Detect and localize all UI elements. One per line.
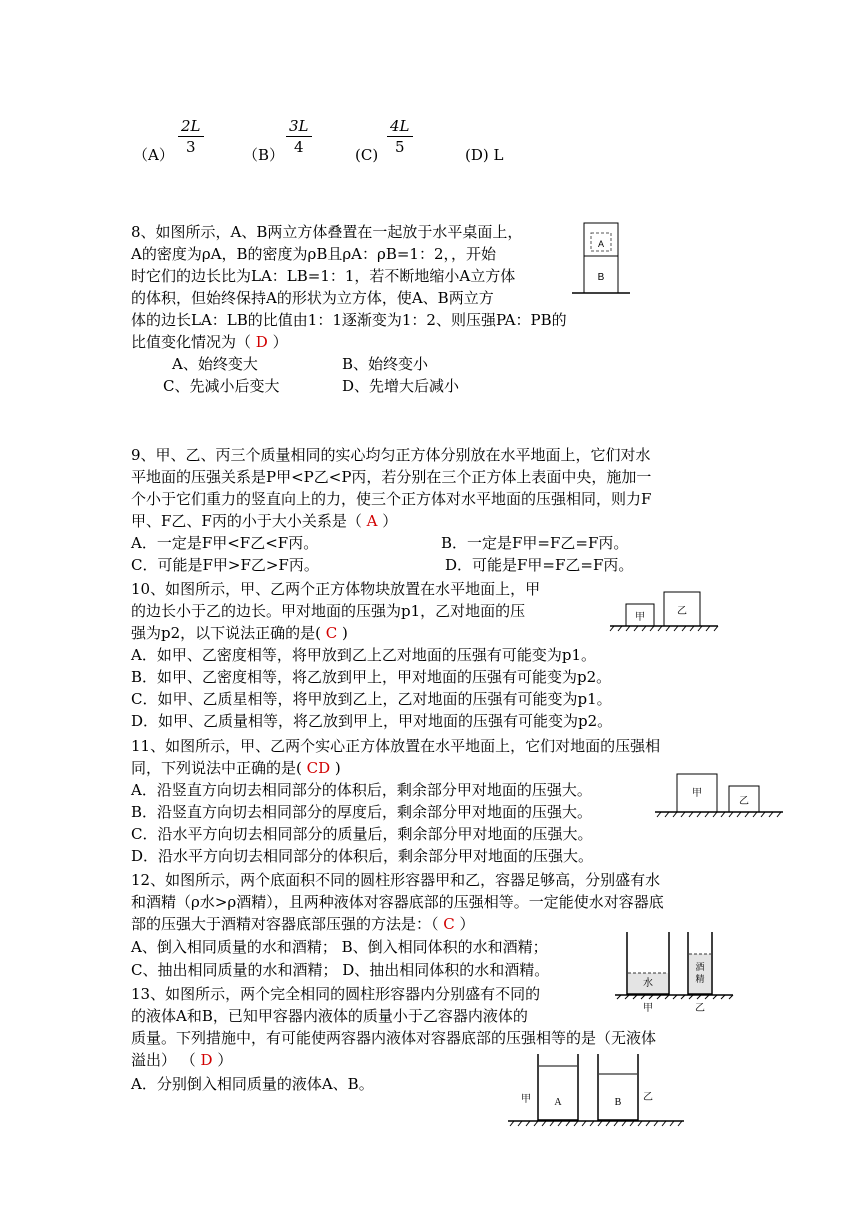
q8-option-c: C、先减小后变大: [163, 377, 280, 395]
q13-option-a: A．分别倒入相同质量的液体A、B。: [131, 1075, 374, 1093]
q13-figure-label-jia: 甲: [521, 1094, 531, 1105]
q7-option-c-fraction: [387, 116, 413, 157]
q9-option-d: D．可能是F甲=F乙=F丙。: [445, 556, 634, 574]
q10-line-1: 10、如图所示，甲、乙两个正方体物块放置在水平地面上，甲: [131, 580, 541, 598]
q7-option-a-label: （A）: [133, 146, 174, 164]
fraction-numerator: 4L: [387, 116, 413, 137]
q10-option-d: D．如甲、乙质量相等，将乙放到甲上，甲对地面的压强有可能变为p2。: [131, 712, 613, 730]
q10-figure-label-yi: 乙: [677, 606, 687, 617]
q11-option-c: C．沿水平方向切去相同部分的质量后，剩余部分甲对地面的压强大。: [131, 825, 593, 843]
q13-answer: D: [200, 1051, 213, 1069]
q12-answer: C: [443, 915, 455, 933]
q13-figure-label-b: B: [614, 1097, 622, 1108]
q8-option-b: B、始终变小: [342, 355, 429, 373]
q12-figure-label-yi: 乙: [695, 1003, 705, 1014]
q11-option-a: A．沿竖直方向切去相同部分的体积后，剩余部分甲对地面的压强大。: [131, 781, 592, 799]
q7-option-a-fraction: [178, 116, 204, 157]
fraction-denominator: 5: [394, 138, 405, 156]
fraction-numerator: 2L: [178, 116, 204, 137]
q7-option-b-label: （B）: [243, 146, 285, 164]
q8-answer: D: [255, 333, 268, 351]
q9-answer: A: [366, 512, 378, 530]
q7-option-b-fraction: [286, 116, 312, 157]
q8-option-a: A、始终变大: [172, 355, 258, 373]
q11-option-b: B．沿竖直方向切去相同部分的厚度后，剩余部分甲对地面的压强大。: [131, 803, 593, 821]
q13-figure-label-a: A: [554, 1097, 562, 1108]
q11-option-d: D．沿水平方向切去相同部分的体积后，剩余部分甲对地面的压强大。: [131, 847, 594, 865]
q7-option-c-label: (C): [355, 146, 379, 164]
q10-option-b: B．如甲、乙密度相等，将乙放到甲上，甲对地面的压强有可能变为p2。: [131, 668, 612, 686]
q11-line-1: 11、如图所示，甲、乙两个实心正方体放置在水平地面上，它们对地面的压强相: [131, 737, 661, 755]
q8-line-5: 体的边长LA：LB的比值由1：1逐渐变为1：2、则压强PA：PB的: [131, 311, 567, 329]
q12-line-2: 和酒精（ρ水>ρ酒精），且两种液体对容器底部的压强相等。一定能使水对容器底: [131, 893, 664, 911]
q13-line-3: 质量。下列措施中，有可能使两容器内液体对容器底部的压强相等的是（无液体: [131, 1029, 657, 1047]
q10-answer: C: [325, 624, 338, 642]
q8-line-1: 8、如图所示，A、B两立方体叠置在一起放于水平桌面上，: [131, 223, 523, 241]
q12-figure-label-alcohol-2: 精: [695, 975, 705, 985]
q13-figure-containers: [508, 1050, 686, 1130]
q7-option-d-label: (D) L: [465, 146, 504, 164]
q13-line-4: 溢出） （ D ）: [131, 1051, 233, 1069]
q9-line-4: 甲、F乙、F丙的小于大小关系是（ A ）: [131, 512, 398, 530]
q11-figure-two-cubes: [655, 770, 785, 820]
q13-figure-label-yi: 乙: [643, 1092, 653, 1103]
q10-line-2: 的边长小于乙的边长。甲对地面的压强为p1，乙对地面的压: [131, 602, 526, 620]
q8-line-3: 时它们的边长比为LA：LB=1：1，若不断地缩小A立方体: [131, 267, 516, 285]
q12-line-1: 12、如图所示，两个底面积不同的圆柱形容器甲和乙，容器足够高，分别盛有水: [131, 871, 661, 889]
fraction-denominator: 3: [185, 138, 196, 156]
q9-option-c: C．可能是F甲>F乙>F丙。: [131, 556, 319, 574]
q9-line-3: 个小于它们重力的竖直向上的力，使三个正方体对水平地面的压强相同，则力F: [131, 490, 652, 508]
q11-figure-label-jia: 甲: [692, 788, 702, 799]
fraction-denominator: 4: [293, 138, 304, 156]
q13-line-1: 13、如图所示，两个完全相同的圆柱形容器内分别盛有不同的: [131, 985, 541, 1003]
q11-answer: CD: [306, 759, 331, 777]
q8-figure-label-b: B: [597, 272, 605, 283]
q8-figure-label-a: A: [597, 239, 605, 249]
q10-figure-two-cubes: [608, 590, 720, 634]
q9-option-b: B．一定是F甲=F乙=F丙。: [441, 534, 629, 552]
q8-figure-stacked-cubes: [570, 218, 632, 298]
q12-options-ab: A、倒入相同质量的水和酒精； B、倒入相同体积的水和酒精；: [131, 938, 548, 956]
q8-line-2: A的密度为ρA，B的密度为ρB且ρA：ρB=1：2，，开始: [131, 245, 496, 263]
q13-line-2: 的液体A和B，已知甲容器内液体的质量小于乙容器内液体的: [131, 1007, 528, 1025]
q10-option-a: A．如甲、乙密度相等，将甲放到乙上乙对地面的压强有可能变为p1。: [131, 646, 596, 664]
q12-options-cd: C、抽出相同质量的水和酒精； D、抽出相同体积的水和酒精。: [131, 961, 550, 979]
fraction-numerator: 3L: [286, 116, 312, 137]
q12-line-3: 部的压强大于酒精对容器底部压强的方法是：（ C ）: [131, 915, 475, 933]
q10-figure-label-jia: 甲: [635, 612, 645, 623]
q11-figure-label-yi: 乙: [739, 796, 749, 807]
q12-figure-label-jia: 甲: [643, 1003, 653, 1014]
q12-figure-label-alcohol-1: 酒: [695, 963, 705, 973]
q10-line-3: 强为p2，以下说法正确的是( C ): [131, 624, 348, 642]
q9-line-2: 平地面的压强关系是P甲<P乙<P丙，若分别在三个正方体上表面中央，施加一: [131, 468, 652, 486]
q8-line-4: 的体积，但始终保持A的形状为立方体，使A、B两立方: [131, 289, 494, 307]
q8-option-d: D、先增大后减小: [342, 377, 460, 395]
q9-option-a: A．一定是F甲<F乙<F丙。: [131, 534, 319, 552]
q10-option-c: C．如甲、乙质星相等，将甲放到乙上，乙对地面的压强有可能变为p1。: [131, 690, 612, 708]
q9-line-1: 9、甲、乙、丙三个质量相同的实心均匀正方体分别放在水平地面上，它们对水: [131, 446, 651, 464]
q12-figure-containers: [615, 928, 735, 1014]
q11-line-2: 同，下列说法中正确的是( CD ): [131, 759, 341, 777]
q12-figure-label-water: 水: [643, 978, 653, 989]
q8-line-6: 比值变化情况为（ D ）: [131, 333, 288, 351]
